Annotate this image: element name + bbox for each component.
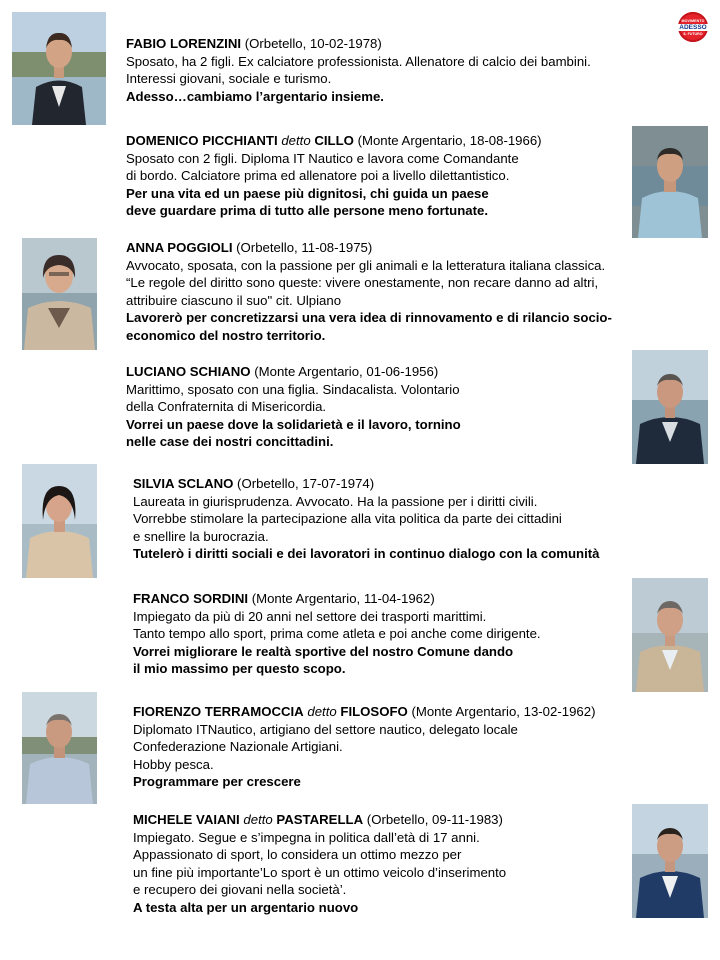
bio-line: Tanto tempo allo sport, prima come atleta e poi anche come dirigente. [133,626,541,642]
bio-line: Hobby pesca. [133,756,214,772]
candidate-motto: Programmare per crescere [133,774,301,790]
bio-line: un fine più importante’Lo sport è un ottimo veicolo d’inserimento [133,864,507,880]
candidate-heading [133,475,600,493]
candidate-motto: il mio massimo per questo scopo. [133,661,346,677]
candidate-name: DOMENICO PICCHIANTI [126,133,278,148]
candidate-birth: (Monte Argentario, 11-04-1962) [251,591,435,606]
bio-line: Impiegato da più di 20 anni nel settore dei trasporti marittimi. [133,608,487,624]
bio-line: della Confraternita di Misericordia. [126,399,327,415]
candidate-birth: (Orbetello, 10-02-1978) [244,36,382,51]
candidate-name: ANNA POGGIOLI [126,240,233,255]
candidate-motto: Per una vita ed un paese più dignitosi, chi guida un paese [126,185,489,201]
candidate-block [126,132,542,220]
bio-line: “Le regole del diritto sono queste: vivere onestamente, non recare danno ad altri, [126,275,599,291]
candidate-birth: (Monte Argentario, 13-02-1962) [411,704,596,719]
candidate-motto: nelle case dei nostri concittadini. [126,434,334,450]
candidate-heading [133,590,541,608]
bio-line: Marittimo, sposato con una figlia. Sindacalista. Volontario [126,381,460,397]
candidate-heading [126,363,461,381]
candidate-birth: (Orbetello, 11-08-1975) [236,240,373,255]
candidate-name: FRANCO SORDINI [133,591,249,606]
candidate-motto: Vorrei migliorare le realtà sportive del nostro Comune dando [133,643,514,659]
candidate-nickname: PASTARELLA [276,812,364,827]
photo-luciano-schiano [632,350,708,464]
candidate-name: FABIO LORENZINI [126,36,242,51]
candidate-birth: (Orbetello, 09-11-1983) [366,812,503,827]
candidate-block [133,703,595,791]
candidate-name: SILVIA SCLANO [133,476,234,491]
candidate-motto: deve guardare prima di tutto alle persone meno fortunate. [126,203,488,219]
candidate-birth: (Monte Argentario, 01-06-1956) [254,364,439,379]
candidate-name: MICHELE VAIANI [133,812,240,827]
candidate-motto: Lavorerò per concretizzarsi una vera idea di rinnovamento e di rilancio socio- [126,310,612,326]
candidate-heading [126,239,612,257]
candidate-block [133,590,541,678]
bio-line: Avvocato, sposata, con la passione per gli animali e la letteratura italiana classica. [126,257,606,273]
bio-line: Laureata in giurisprudenza. Avvocato. Ha la passione per i diritti civili. [133,493,538,509]
candidate-motto: Adesso…cambiamo l’argentario insieme. [126,88,384,104]
logo-bottom-text: IL FUTURO [683,31,703,36]
candidate-birth: (Orbetello, 17-07-1974) [237,476,375,491]
bio-line: Vorrebbe stimolare la partecipazione alla vita politica da parte dei cittadini [133,511,562,527]
candidate-heading [126,132,542,150]
photo-fiorenzo-terramoccia [22,692,97,804]
photo-anna-poggioli [22,238,97,350]
logo-top-text: MOVIMENTO [681,18,705,23]
bio-line: Impiegato. Segue e s’impegna in politica dall’età di 17 anni. [133,829,480,845]
candidate-birth: (Monte Argentario, 18-08-1966) [357,133,542,148]
bio-line: Sposato, ha 2 figli. Ex calciatore professionista. Allenatore di calcio dei bambini. [126,53,591,69]
candidate-block [126,363,461,451]
logo-middle-text: ADESSO [679,23,707,31]
bio-line: Interessi giovani, sociale e turismo. [126,71,332,87]
candidate-nick-label: detto [307,704,337,719]
photo-domenico-picchianti [632,126,708,238]
candidate-nick-label: detto [281,133,311,148]
candidate-block [133,475,600,563]
candidate-nickname: CILLO [314,133,354,148]
candidate-block [133,811,506,917]
candidate-motto: A testa alta per un argentario nuovo [133,899,359,915]
bio-line: Appassionato di sport, lo considera un ottimo mezzo per [133,847,462,863]
photo-fabio-lorenzini [12,12,106,125]
candidate-motto: Vorrei un paese dove la solidarietà e il lavoro, tornino [126,416,461,432]
candidate-name: LUCIANO SCHIANO [126,364,251,379]
bio-line: e snellire la burocrazia. [133,528,269,544]
candidate-nickname: FILOSOFO [340,704,408,719]
bio-line: attribuire ciascuno il suo" cit. Ulpiano [126,292,342,308]
photo-michele-vaiani [632,804,708,918]
bio-line: Confederazione Nazionale Artigiani. [133,739,343,755]
party-logo [678,12,708,42]
bio-line: e recupero dei giovani nella società’. [133,882,347,898]
photo-franco-sordini [632,578,708,692]
bio-line: di bordo. Calciatore prima ed allenatore poi a livello dilettantistico. [126,168,510,184]
candidate-block [126,239,612,345]
candidate-heading [126,35,591,53]
candidate-block [126,35,591,105]
bio-line: Sposato con 2 figli. Diploma IT Nautico e lavora come Comandante [126,150,519,166]
candidate-name: FIORENZO TERRAMOCCIA [133,704,304,719]
photo-silvia-sclano [22,464,97,578]
candidate-heading [133,811,506,829]
candidate-motto: Tutelerò i diritti sociali e dei lavoratori in continuo dialogo con la comunità [133,546,600,562]
candidate-heading [133,703,595,721]
bio-line: Diplomato ITNautico, artigiano del settore nautico, delegato locale [133,721,518,737]
candidate-nick-label: detto [243,812,273,827]
candidate-motto: economico del nostro territorio. [126,327,326,343]
